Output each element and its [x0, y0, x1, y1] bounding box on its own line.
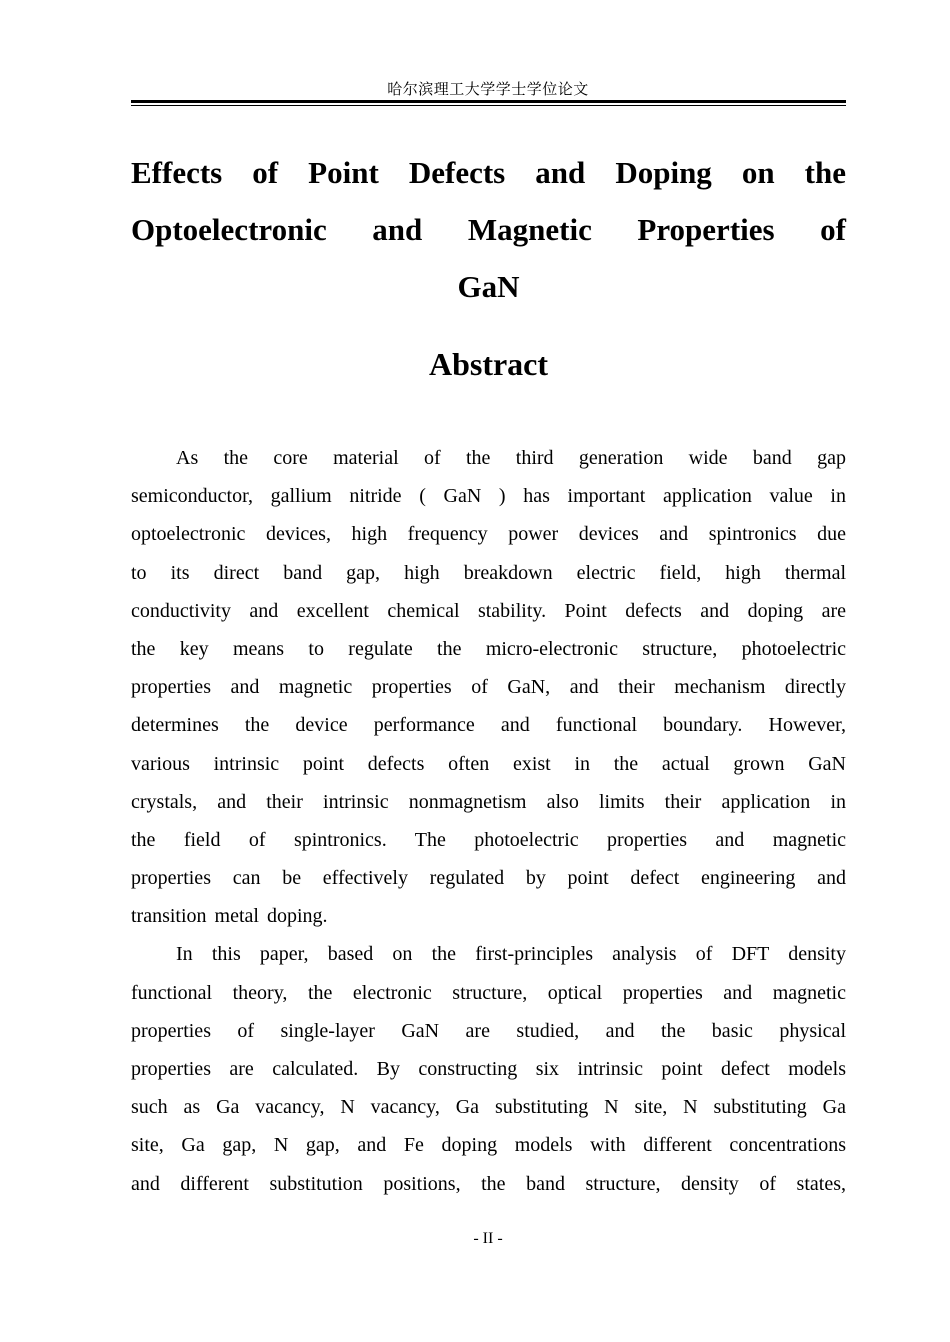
paragraph-2-line: properties are calculated. By constructing six intrinsic point defect models	[131, 1058, 846, 1080]
paragraph-1-line: the field of spintronics. The photoelectric properties and magnetic	[131, 828, 846, 851]
paragraph-1-line: properties can be effectively regulated by point defect engineering and	[131, 867, 846, 890]
abstract-body	[131, 439, 846, 1203]
running-header: 哈尔滨理工大学学士学位论文	[387, 82, 589, 98]
paper-title	[131, 144, 846, 315]
paragraph-1-line: properties and magnetic properties of GaN, and their mechanism directly	[131, 676, 846, 699]
header-rule-thin	[131, 105, 846, 106]
paragraph-1-line: to its direct band gap, high breakdown electric field, high thermal	[131, 561, 846, 584]
paragraph-2-line: site, Ga gap, N gap, and Fe doping models with different concentrations	[131, 1134, 846, 1157]
paragraph-1-line: transition metal doping.	[131, 905, 328, 928]
paragraph-1-line: conductivity and excellent chemical stability. Point defects and doping are	[131, 599, 846, 622]
title-line-2: Optoelectronic and Magnetic Properties of	[131, 212, 846, 247]
paragraph-2-line: and different substitution positions, the band structure, density of states,	[131, 1172, 846, 1195]
paragraph-1-line: the key means to regulate the micro-electronic structure, photoelectric	[131, 637, 846, 660]
abstract-heading: Abstract	[428, 346, 549, 382]
paragraph-2-line: In this paper, based on the first-principles analysis of DFT density	[176, 943, 846, 966]
paragraph-1-line: As the core material of the third generation wide band gap	[176, 447, 846, 469]
title-line-1: Effects of Point Defects and Doping on the	[131, 155, 846, 190]
paragraph-1-line: various intrinsic point defects often exist in the actual grown GaN	[131, 752, 846, 775]
paragraph-2-line: properties of single-layer GaN are studied, and the basic physical	[131, 1019, 846, 1042]
paragraph-1-line: semiconductor, gallium nitride ( GaN ) has important application value in	[131, 485, 846, 508]
paragraph-1-line: crystals, and their intrinsic nonmagnetism also limits their application in	[131, 790, 846, 813]
paragraph-2-line: such as Ga vacancy, N vacancy, Ga substituting N site, N substituting Ga	[131, 1096, 846, 1119]
title-line-3: GaN	[457, 269, 520, 304]
paragraph-1-line: determines the device performance and functional boundary. However,	[131, 714, 846, 737]
paragraph-2-line: functional theory, the electronic structure, optical properties and magnetic	[131, 981, 846, 1004]
page-number: - II -	[473, 1230, 503, 1247]
paragraph-1-line: optoelectronic devices, high frequency power devices and spintronics due	[131, 523, 846, 546]
header-rule-thick	[131, 100, 846, 103]
